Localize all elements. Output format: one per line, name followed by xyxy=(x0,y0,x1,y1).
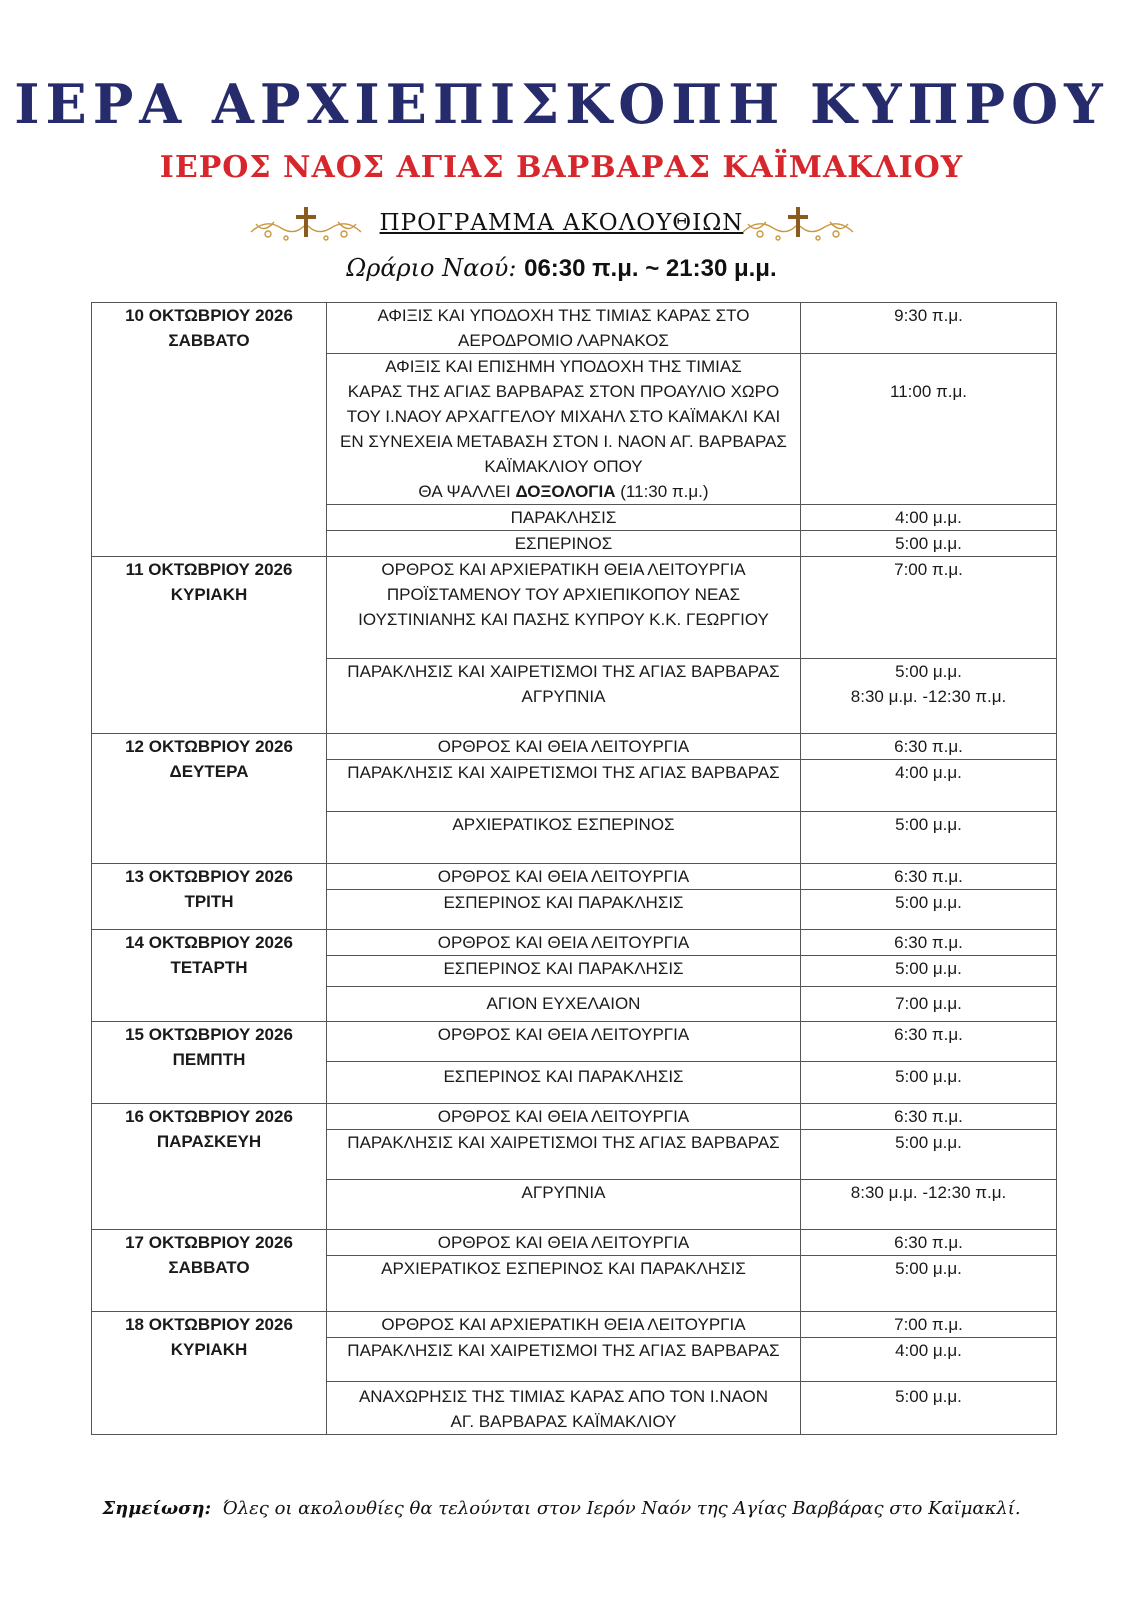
time-cell xyxy=(801,1104,1057,1130)
event-time: 4:00 μ.μ. xyxy=(895,508,962,527)
date-cell xyxy=(92,1022,327,1104)
day-label: ΠΕΜΠΤΗ xyxy=(172,1050,246,1069)
event-time: 5:00 μ.μ. xyxy=(895,1259,962,1278)
event-cell xyxy=(327,1180,801,1230)
event-time: 11:00 π.μ. xyxy=(890,382,967,401)
event-text: ΕΝ ΣΥΝΕΧΕΙΑ ΜΕΤΑΒΑΣΗ ΣΤΟΝ Ι. ΝΑΟΝ ΑΓ. ΒΑΡΒΑΡΑΣ xyxy=(340,432,787,451)
event-time: 4:00 μ.μ. xyxy=(895,763,962,782)
event-cell xyxy=(327,1382,801,1435)
hours-label: Ωράριο Ναού: xyxy=(346,254,517,282)
note-text: Όλες οι ακολουθίες θα τελούνται στον Ιερόν Ναόν της Αγίας Βαρβάρας στο Καϊμακλί. xyxy=(222,1498,1021,1519)
event-time: 5:00 μ.μ. xyxy=(895,534,962,553)
date-label: 14 ΟΚΤΩΒΡΙΟΥ 2026 xyxy=(125,933,293,952)
time-cell xyxy=(801,1062,1057,1104)
time-cell xyxy=(801,890,1057,930)
event-cell xyxy=(327,864,801,890)
table-row xyxy=(92,930,1057,956)
event-cell xyxy=(327,1256,801,1312)
time-cell xyxy=(801,1022,1057,1062)
event-text: ΑΡΧΙΕΡΑΤΙΚΟΣ ΕΣΠΕΡΙΝΟΣ xyxy=(452,815,675,834)
table-row xyxy=(92,1312,1057,1338)
event-time: 7:00 π.μ. xyxy=(894,1315,963,1334)
date-label: 17 ΟΚΤΩΒΡΙΟΥ 2026 xyxy=(125,1233,293,1252)
event-cell xyxy=(327,1022,801,1062)
event-text: ΑΓ. ΒΑΡΒΑΡΑΣ ΚΑΪΜΑΚΛΙΟΥ xyxy=(450,1412,677,1431)
event-text: ΟΡΘΡΟΣ ΚΑΙ ΘΕΙΑ ΛΕΙΤΟΥΡΓΙΑ xyxy=(437,737,690,756)
time-cell xyxy=(801,812,1057,864)
event-time: 5:00 μ.μ. xyxy=(895,1067,962,1086)
event-text: ΠΑΡΑΚΛΗΣΙΣ ΚΑΙ ΧΑΙΡΕΤΙΣΜΟΙ ΤΗΣ ΑΓΙΑΣ ΒΑΡΒΑΡΑΣ xyxy=(347,662,780,681)
day-label: ΠΑΡΑΣΚΕΥΗ xyxy=(156,1132,262,1151)
event-text: ΑΝΑΧΩΡΗΣΙΣ ΤΗΣ ΤΙΜΙΑΣ ΚΑΡΑΣ ΑΠΟ ΤΟΝ Ι.ΝΑΟΝ xyxy=(358,1387,769,1406)
event-cell xyxy=(327,987,801,1022)
event-time: 7:00 μ.μ. xyxy=(895,994,962,1013)
date-cell xyxy=(92,734,327,864)
event-time: 6:30 π.μ. xyxy=(894,933,963,952)
event-time: 4:00 μ.μ. xyxy=(895,1341,962,1360)
event-cell xyxy=(327,505,801,531)
event-time: 5:00 μ.μ. xyxy=(895,959,962,978)
event-cell xyxy=(327,734,801,760)
event-highlight: ΔΟΞΟΛΟΓΙΑ xyxy=(515,482,616,501)
event-time: 6:30 π.μ. xyxy=(894,1025,963,1044)
event-cell xyxy=(327,303,801,354)
time-cell xyxy=(801,1230,1057,1256)
date-cell xyxy=(92,1312,327,1435)
event-text: ΕΣΠΕΡΙΝΟΣ xyxy=(514,534,613,553)
date-label: 13 ΟΚΤΩΒΡΙΟΥ 2026 xyxy=(125,867,293,886)
table-row xyxy=(92,1104,1057,1130)
program-heading xyxy=(0,204,1123,244)
event-time: 8:30 μ.μ. -12:30 π.μ. xyxy=(850,1183,1007,1202)
time-cell xyxy=(801,1312,1057,1338)
time-cell xyxy=(801,956,1057,987)
cross-ornament-icon xyxy=(738,204,858,244)
event-text: ΑΕΡΟΔΡΟΜΙΟ ΛΑΡΝΑΚΟΣ xyxy=(458,331,669,350)
time-cell xyxy=(801,734,1057,760)
event-text: ΑΡΧΙΕΡΑΤΙΚΟΣ ΕΣΠΕΡΙΝΟΣ ΚΑΙ ΠΑΡΑΚΛΗΣΙΣ xyxy=(381,1259,746,1278)
time-cell xyxy=(801,1180,1057,1230)
date-label: 18 ΟΚΤΩΒΡΙΟΥ 2026 xyxy=(125,1315,293,1334)
time-cell xyxy=(801,505,1057,531)
event-cell xyxy=(327,1338,801,1382)
date-label: 16 ΟΚΤΩΒΡΙΟΥ 2026 xyxy=(125,1107,293,1126)
time-cell xyxy=(801,760,1057,812)
event-time: 5:00 μ.μ. xyxy=(895,1387,962,1406)
time-cell xyxy=(801,1338,1057,1382)
hours-value: 06:30 π.μ. ~ 21:30 μ.μ. xyxy=(524,255,777,282)
event-text: ΠΑΡΑΚΛΗΣΙΣ ΚΑΙ ΧΑΙΡΕΤΙΣΜΟΙ ΤΗΣ ΑΓΙΑΣ ΒΑΡΒΑΡΑΣ xyxy=(347,1133,780,1152)
event-text: ΤΟΥ Ι.ΝΑΟΥ ΑΡΧΑΓΓΕΛΟΥ ΜΙΧΑΗΛ ΣΤΟ ΚΑΪΜΑΚΛΙ ΚΑΙ xyxy=(346,407,781,426)
event-time: 7:00 π.μ. xyxy=(894,560,963,579)
event-cell xyxy=(327,812,801,864)
event-text: ΟΡΘΡΟΣ ΚΑΙ ΘΕΙΑ ΛΕΙΤΟΥΡΓΙΑ xyxy=(437,1107,690,1126)
event-text: ΕΣΠΕΡΙΝΟΣ ΚΑΙ ΠΑΡΑΚΛΗΣΙΣ xyxy=(443,893,684,912)
table-row xyxy=(92,734,1057,760)
event-cell xyxy=(327,1312,801,1338)
table-row xyxy=(92,557,1057,659)
day-label: ΚΥΡΙΑΚΗ xyxy=(170,585,248,604)
date-label: 12 ΟΚΤΩΒΡΙΟΥ 2026 xyxy=(125,737,293,756)
event-cell xyxy=(327,890,801,930)
event-time: 5:00 μ.μ. xyxy=(895,662,962,681)
event-text: ΠΑΡΑΚΛΗΣΙΣ ΚΑΙ ΧΑΙΡΕΤΙΣΜΟΙ ΤΗΣ ΑΓΙΑΣ ΒΑΡΒΑΡΑΣ xyxy=(347,1341,780,1360)
time-cell xyxy=(801,557,1057,659)
event-cell xyxy=(327,659,801,734)
event-text: ΚΑΪΜΑΚΛΙΟΥ ΟΠΟΥ xyxy=(484,457,643,476)
page-title: ΙΕΡΑ ΑΡΧΙΕΠΙΣΚΟΠΗ ΚΥΠΡΟΥ xyxy=(14,72,1109,136)
event-text: ΑΓΡΥΠΝΙΑ xyxy=(521,1183,606,1202)
date-cell xyxy=(92,930,327,1022)
event-text: ΠΡΟΪΣΤΑΜΕΝΟΥ ΤΟΥ ΑΡΧΙΕΠΙΚΟΠΟΥ ΝΕΑΣ xyxy=(386,585,741,604)
time-cell xyxy=(801,1256,1057,1312)
date-label: 10 ΟΚΤΩΒΡΙΟΥ 2026 xyxy=(125,306,293,325)
event-time: 6:30 π.μ. xyxy=(894,1233,963,1252)
event-text: ΑΦΙΞΙΣ ΚΑΙ ΥΠΟΔΟΧΗ ΤΗΣ ΤΙΜΙΑΣ ΚΑΡΑΣ ΣΤΟ xyxy=(377,306,750,325)
time-cell xyxy=(801,659,1057,734)
event-text: ΑΦΙΞΙΣ ΚΑΙ ΕΠΙΣΗΜΗ ΥΠΟΔΟΧΗ ΤΗΣ ΤΙΜΙΑΣ xyxy=(385,357,742,376)
table-row xyxy=(92,864,1057,890)
event-cell xyxy=(327,557,801,659)
event-time: 6:30 π.μ. xyxy=(894,867,963,886)
date-cell xyxy=(92,864,327,930)
time-cell xyxy=(801,864,1057,890)
date-cell xyxy=(92,557,327,734)
event-cell xyxy=(327,1062,801,1104)
event-cell xyxy=(327,1130,801,1180)
event-text: ΑΓΡΥΠΝΙΑ xyxy=(521,687,606,706)
footer-note xyxy=(0,1498,1123,1519)
event-time: 6:30 π.μ. xyxy=(894,737,963,756)
time-cell xyxy=(801,1382,1057,1435)
event-time: 8:30 μ.μ. -12:30 π.μ. xyxy=(850,687,1007,706)
date-label: 11 ΟΚΤΩΒΡΙΟΥ 2026 xyxy=(125,560,293,579)
event-cell xyxy=(327,760,801,812)
date-cell xyxy=(92,303,327,557)
event-cell xyxy=(327,930,801,956)
day-label: ΤΕΤΑΡΤΗ xyxy=(170,958,248,977)
event-text: ΟΡΘΡΟΣ ΚΑΙ ΑΡΧΙΕΡΑΤΙΚΗ ΘΕΙΑ ΛΕΙΤΟΥΡΓΙΑ xyxy=(381,1315,746,1334)
event-text: ΙΟΥΣΤΙΝΙΑΝΗΣ ΚΑΙ ΠΑΣΗΣ ΚΥΠΡΟΥ Κ.Κ. ΓΕΩΡΓΙΟΥ xyxy=(358,610,769,629)
day-label: ΚΥΡΙΑΚΗ xyxy=(170,1340,248,1359)
event-text: ΠΑΡΑΚΛΗΣΙΣ xyxy=(510,508,617,527)
event-cell xyxy=(327,354,801,505)
note-label: Σημείωση: xyxy=(102,1498,212,1519)
event-text-part: (11:30 π.μ.) xyxy=(615,482,709,501)
church-hours xyxy=(0,254,1123,283)
event-time: 5:00 μ.μ. xyxy=(895,893,962,912)
event-text-part: ΘΑ ΨΑΛΛΕΙ xyxy=(418,482,516,501)
event-text: ΟΡΘΡΟΣ ΚΑΙ ΘΕΙΑ ΛΕΙΤΟΥΡΓΙΑ xyxy=(437,1025,690,1044)
day-label: ΣΑΒΒΑΤΟ xyxy=(168,1258,250,1277)
time-cell xyxy=(801,987,1057,1022)
time-cell xyxy=(801,354,1057,505)
event-text: ΟΡΘΡΟΣ ΚΑΙ ΘΕΙΑ ΛΕΙΤΟΥΡΓΙΑ xyxy=(437,1233,690,1252)
date-label: 15 ΟΚΤΩΒΡΙΟΥ 2026 xyxy=(125,1025,293,1044)
event-time: 6:30 π.μ. xyxy=(894,1107,963,1126)
schedule-table xyxy=(91,302,1057,1435)
event-text: ΟΡΘΡΟΣ ΚΑΙ ΑΡΧΙΕΡΑΤΙΚΗ ΘΕΙΑ ΛΕΙΤΟΥΡΓΙΑ xyxy=(381,560,746,579)
event-text: ΑΓΙΟΝ ΕΥΧΕΛΑΙΟΝ xyxy=(486,994,641,1013)
program-title: ΠΡΟΓΡΑΜΜΑ ΑΚΟΛΟΥΘΙΩΝ xyxy=(379,210,744,236)
table-row xyxy=(92,303,1057,354)
time-cell xyxy=(801,531,1057,557)
event-time: 9:30 π.μ. xyxy=(894,306,963,325)
event-cell xyxy=(327,531,801,557)
day-label: ΔΕΥΤΕΡΑ xyxy=(169,762,249,781)
event-text: ΕΣΠΕΡΙΝΟΣ ΚΑΙ ΠΑΡΑΚΛΗΣΙΣ xyxy=(443,959,684,978)
day-label: ΤΡΙΤΗ xyxy=(184,892,234,911)
page-subtitle: ΙΕΡΟΣ ΝΑΟΣ ΑΓΙΑΣ ΒΑΡΒΑΡΑΣ ΚΑΪΜΑΚΛΙΟΥ xyxy=(159,150,964,185)
event-cell xyxy=(327,956,801,987)
event-text: ΠΑΡΑΚΛΗΣΙΣ ΚΑΙ ΧΑΙΡΕΤΙΣΜΟΙ ΤΗΣ ΑΓΙΑΣ ΒΑΡΒΑΡΑΣ xyxy=(347,763,780,782)
date-cell xyxy=(92,1104,327,1230)
table-row xyxy=(92,1022,1057,1062)
event-cell xyxy=(327,1104,801,1130)
event-text: ΟΡΘΡΟΣ ΚΑΙ ΘΕΙΑ ΛΕΙΤΟΥΡΓΙΑ xyxy=(437,867,690,886)
date-cell xyxy=(92,1230,327,1312)
table-row xyxy=(92,1230,1057,1256)
event-text: ΕΣΠΕΡΙΝΟΣ ΚΑΙ ΠΑΡΑΚΛΗΣΙΣ xyxy=(443,1067,684,1086)
event-cell xyxy=(327,1230,801,1256)
time-cell xyxy=(801,303,1057,354)
event-time: 5:00 μ.μ. xyxy=(895,1133,962,1152)
event-text xyxy=(333,479,794,504)
event-text: ΟΡΘΡΟΣ ΚΑΙ ΘΕΙΑ ΛΕΙΤΟΥΡΓΙΑ xyxy=(437,933,690,952)
time-cell xyxy=(801,930,1057,956)
event-text: ΚΑΡΑΣ ΤΗΣ ΑΓΙΑΣ ΒΑΡΒΑΡΑΣ ΣΤΟΝ ΠΡΟΑΥΛΙΟ ΧΩΡΟ xyxy=(347,382,780,401)
time-cell xyxy=(801,1130,1057,1180)
day-label: ΣΑΒΒΑΤΟ xyxy=(168,331,250,350)
event-time: 5:00 μ.μ. xyxy=(895,815,962,834)
